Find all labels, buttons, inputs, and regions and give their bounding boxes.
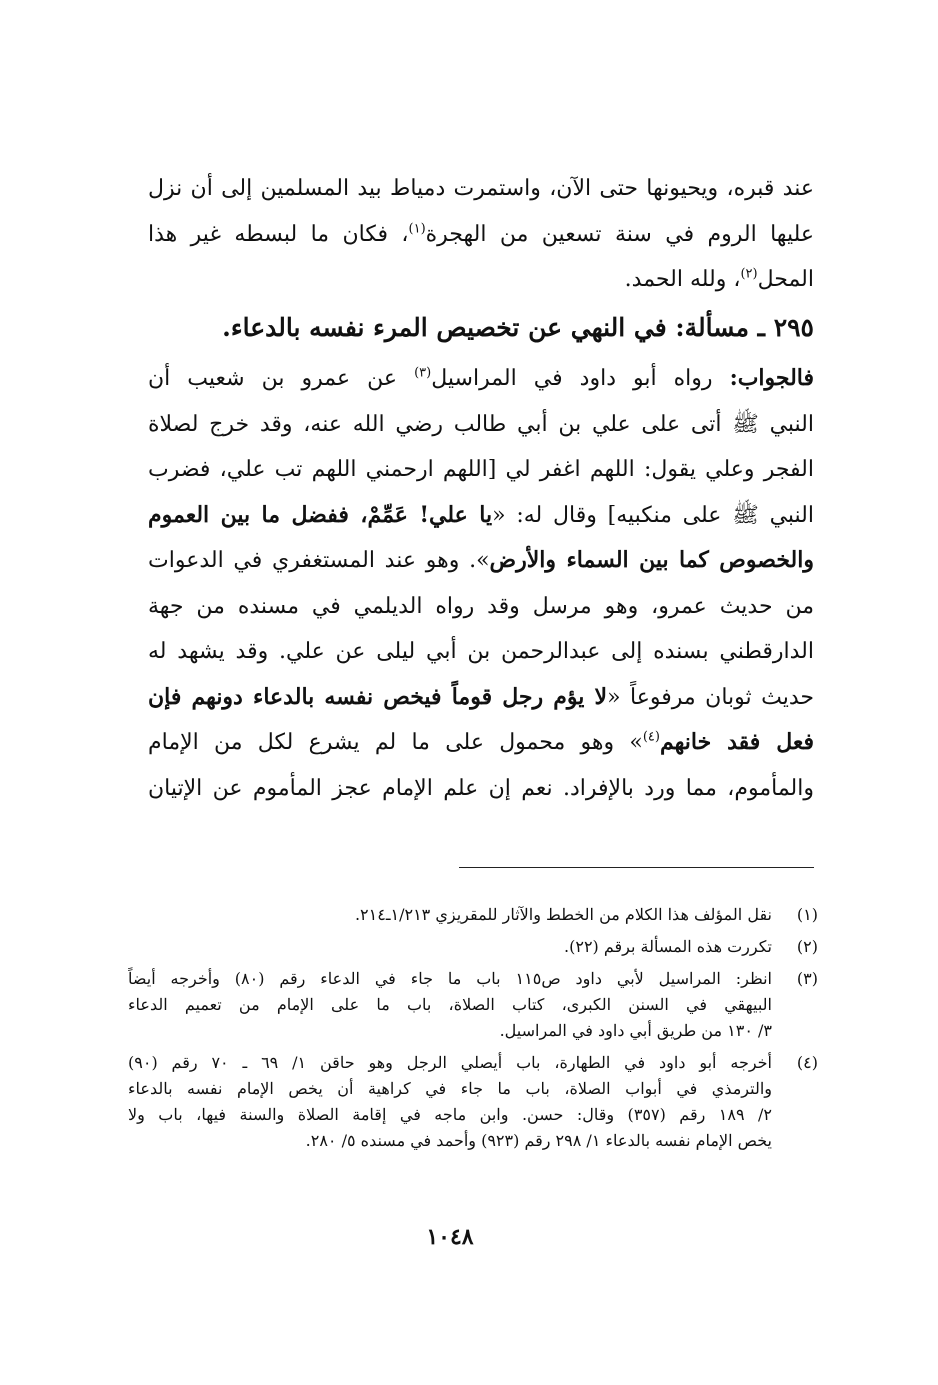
- hadith-text: لا يؤم رجل قوماً فيخص نفسه بالدعاء دونهم فإن: [148, 683, 608, 710]
- text-line: من حديث عمرو، وهو مرسل وقد رواه الديلمي في مسنده من جهة: [148, 593, 814, 619]
- footnote-number: (١): [796, 905, 818, 924]
- footnote: [128, 902, 818, 928]
- footnote-number: (٤): [796, 1053, 818, 1072]
- section-heading: ٢٩٥ ـ مسألة: في النهي عن تخصيص المرء نفسه بالدعاء.: [222, 312, 814, 342]
- main-text: [148, 166, 814, 811]
- hadith-text: والخصوص كما بين السماء والأرض: [489, 547, 814, 573]
- page-number: ١٠٤٨: [426, 1224, 474, 1250]
- footnote-number: (٣): [796, 969, 818, 988]
- text-line: الدارقطني بسنده إلى عبدالرحمن بن أبي ليلى عن علي. وقد يشهد له: [148, 639, 814, 664]
- footnote-text: نقل المؤلف هذا الكلام من الخطط والآثار للمقريزي ١/٢١٣ـ٢١٤.: [354, 905, 772, 924]
- hadith-text: يا علي! عَمِّمْ، ففضل ما بين العموم: [148, 501, 493, 528]
- footnote: [128, 1050, 818, 1154]
- footnote: [128, 934, 818, 960]
- footnote-text: انظر: المراسيل لأبي داود ص١١٥ باب ما جاء في الدعاء رقم (٨٠) وأخرجه أيضاً البيهقي في السنن الكبرى، كتاب الصلاة، باب ما على الإمام من تعميم الدعاء ٣/ ١٣٠ من طريق أبي داود في المراسيل.: [128, 969, 772, 1040]
- text-line: عليها الروم في سنة تسعين من الهجرة$^{(١)}$، فكان ما لبسطه غير هذا: [148, 221, 814, 247]
- text-line: والمأموم، مما ورد بالإفراد. نعم إن علم الإمام عجز المأموم عن الإتيان: [148, 775, 814, 801]
- text-line: عند قبره، ويحيونها حتى الآن، واستمرت دمياط بيد المسلمين إلى أن نزل: [148, 176, 814, 201]
- text-line: النبي ﷺ أتى على علي بن أبي طالب رضي الله عنه، وقد خرج لصلاة: [148, 411, 814, 437]
- text-line: الفجر وعلي يقول: اللهم اغفر لي [اللهم ارحمني اللهم تب علي، فضرب: [148, 457, 814, 482]
- footnote-number: (٢): [796, 937, 818, 956]
- answer-label: فالجواب:: [729, 365, 814, 391]
- footnote-ref[interactable]: (٣): [414, 365, 432, 381]
- text-line: النبي ﷺ على منكبيه] وقال له: «يا علي! عَمِّمْ، ففضل ما بين العموم: [148, 501, 814, 528]
- footnote-ref[interactable]: (٤): [642, 729, 660, 745]
- footnote-ref[interactable]: (١): [408, 221, 426, 237]
- footnote-separator: [459, 867, 814, 868]
- footnote-ref[interactable]: (٢): [740, 266, 758, 282]
- text-line: فعل فقد خانهم$^{(٤)}$» وهو محمول على ما لم يشرع لكل من الإمام: [148, 729, 814, 755]
- hadith-text: فعل فقد خانهم: [659, 729, 814, 755]
- text-line: فالجواب: رواه أبو داود في المراسيل$^{(٣)}$ عن عمرو بن شعيب أن: [148, 365, 814, 391]
- text-line: حديث ثوبان مرفوعاً «لا يؤم رجل قوماً فيخص نفسه بالدعاء دونهم فإن: [148, 683, 814, 710]
- footnote: [128, 966, 818, 1044]
- footnote-text: تكررت هذه المسألة برقم (٢٢).: [564, 937, 772, 956]
- text-line: المحل$^{(٢)}$، ولله الحمد.: [624, 266, 814, 292]
- footnote-text: أخرجه أبو داود في الطهارة، باب أيصلي الرجل وهو حاقن ١/ ٦٩ ـ ٧٠ رقم (٩٠) والترمذي في أبواب الصلاة، باب ما جاء في كراهية أن يخص الإمام نفسه بالدعاء ٢/ ١٨٩ رقم (٣٥٧) وقال: حسن. وابن ماجه في إقامة الصلاة والسنة فيها، باب ولا يخص الإمام نفسه بالدعاء ١/ ٢٩٨ رقم (٩٢٣) وأحمد في مسنده ٥/ ٢٨٠.: [128, 1053, 772, 1150]
- text-line: والخصوص كما بين السماء والأرض». وهو عند المستغفري في الدعوات: [148, 547, 814, 573]
- footnotes: [128, 902, 818, 1160]
